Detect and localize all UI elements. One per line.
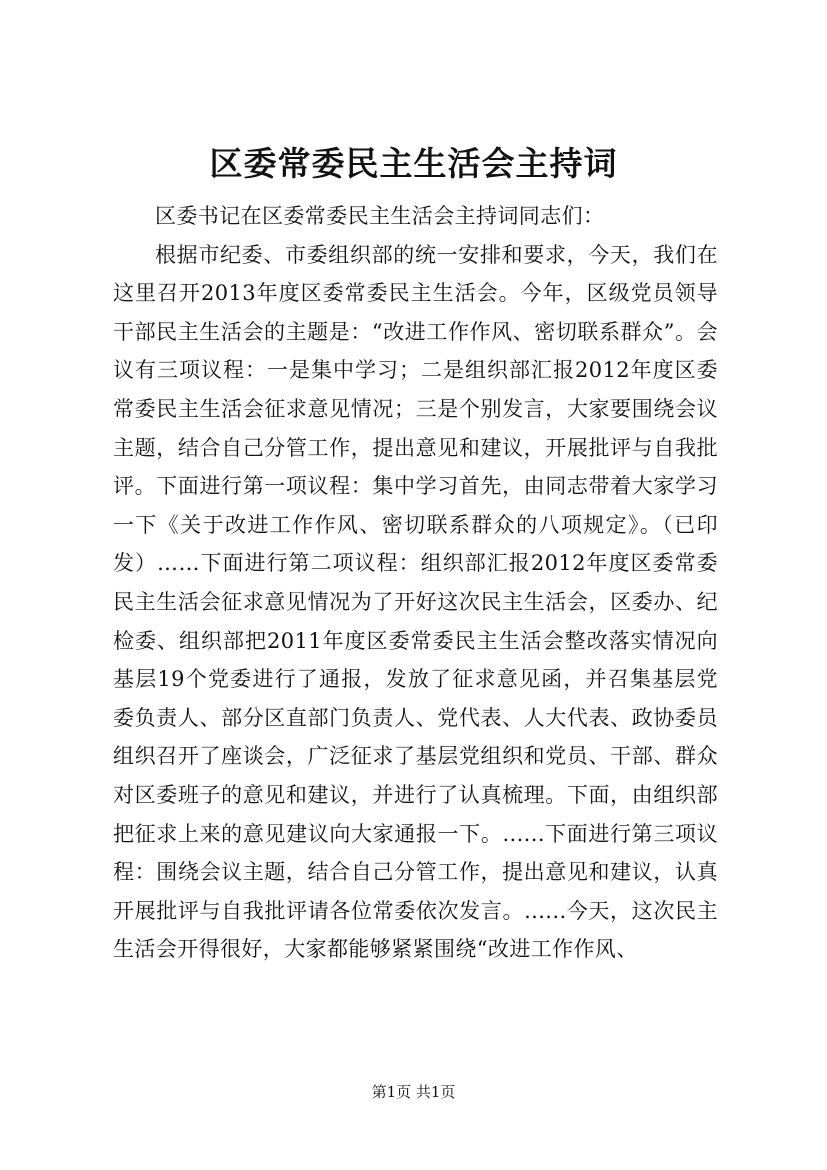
salutation-paragraph: 区委书记在区委常委民主生活会主持词同志们： [155, 204, 605, 228]
body-paragraph: 根据市纪委、市委组织部的统一安排和要求，今天，我们在这里召开2013年度区委常委民主生活会。今年，区级党员领导干部民主生活会的主题是：“改进工作作风、密切联系群众”。会议有三项议程：一是集中学习；二是组织部汇报2012年度区委常委民主生活会征求意见情况；三是个别发言，大家要围绕会议主题，结合自己分管工作，提出意见和建议，开展批评与自我批评。下面进行第一项议程：集中学习首先，由同志带着大家学习一下《关于改进工作作风、密切联系群众的八项规定》。（已印发）……下面进行第二项议程：组织部汇报2012年度区委常委民主生活会征求意见情况为了开好这次民主生活会，区委办、纪检委、组织部把2011年度区委常委民主生活会整改落实情况向基层19个党委进行了通报，发放了征求意见函，并召集基层党委负责人、部分区直部门负责人、党代表、人大代表、政协委员组织召开了座谈会，广泛征求了基层党组织和党员、干部、群众对区委班子的意见和建议，并进行了认真梳理。下面，由组织部把征求上来的意见建议向大家通报一下。......下面进行第三项议程：围绕会议主题，结合自己分管工作，提出意见和建议，认真开展批评与自我批评请各位常委依次发言。......今天，这次民主生活会开得很好，大家都能够紧紧围绕“改进工作作风、 [113, 242, 718, 962]
page-number-footer: 第1页 共1页 [371, 1083, 456, 1101]
document-body [113, 197, 718, 969]
document-title: 区委常委民主生活会主持词 [209, 144, 618, 183]
